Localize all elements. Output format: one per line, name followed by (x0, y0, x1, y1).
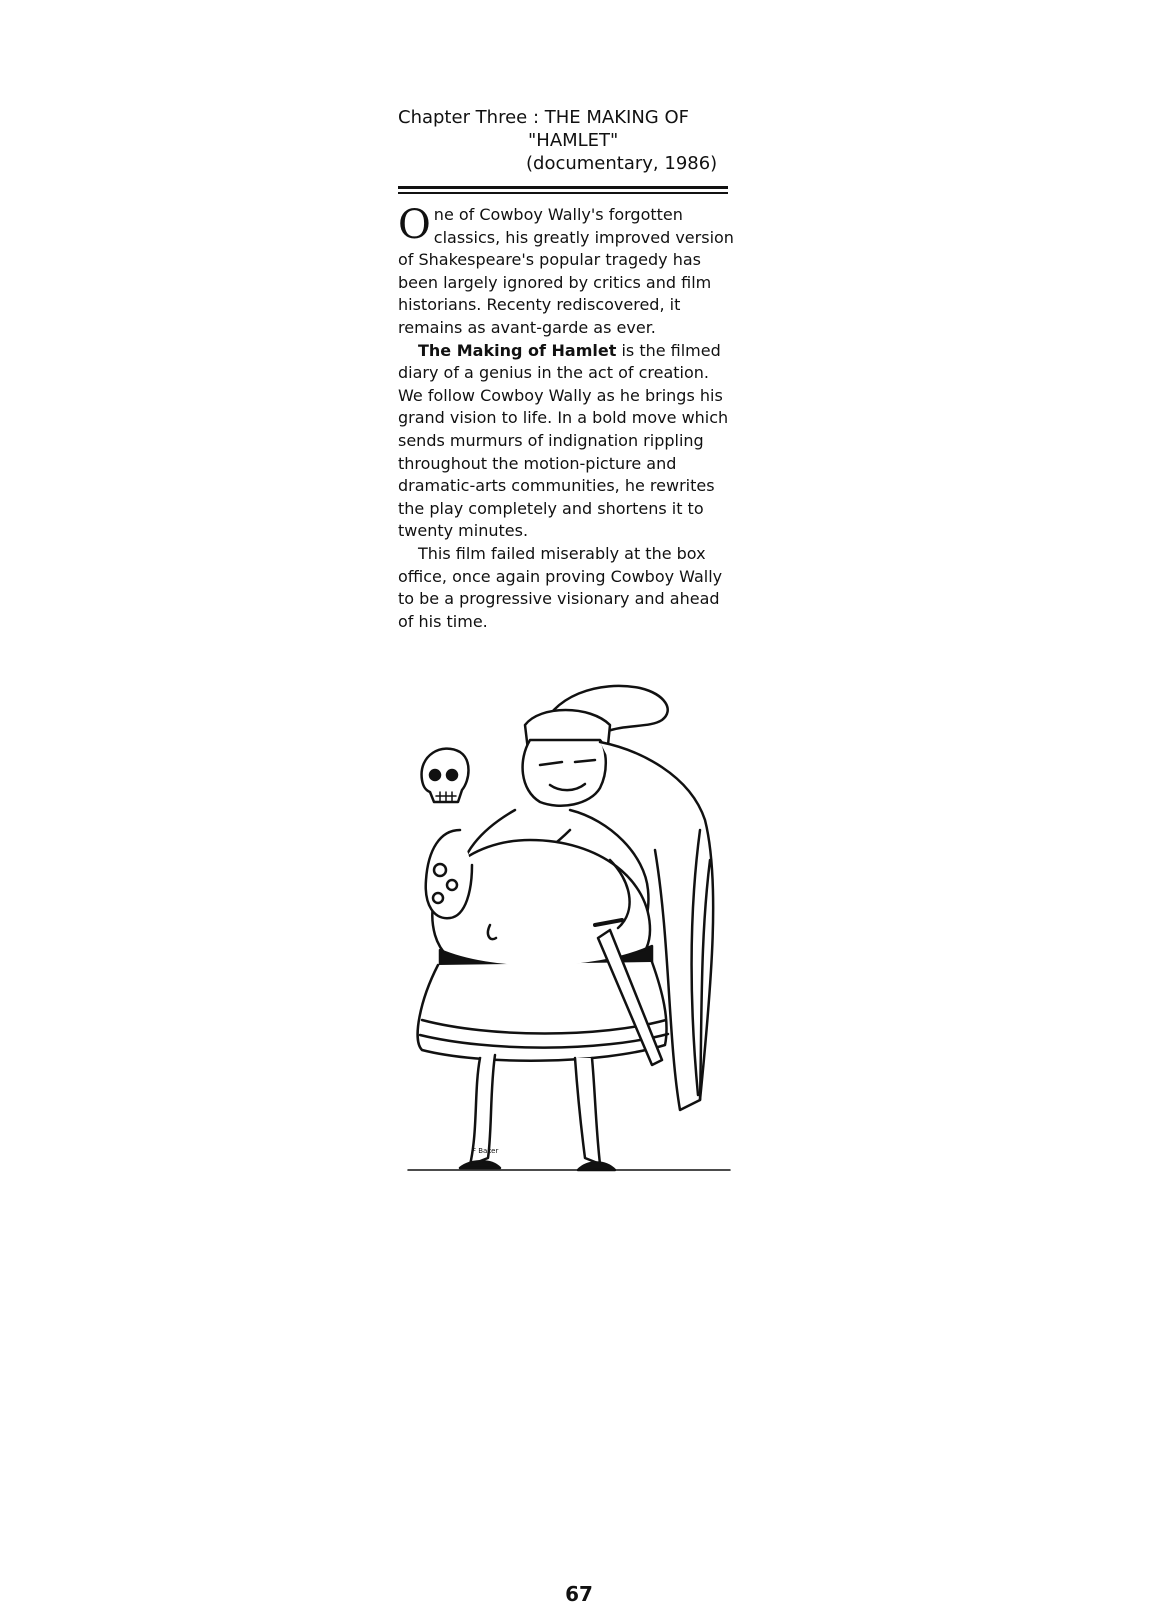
film-title: The Making of Hamlet (418, 340, 617, 360)
paragraph-conclusion: This film failed miserably at the box office, once again proving Cowboy Wally to be a progressive visionary and ahead of his time. (398, 543, 723, 631)
drop-cap: O (398, 202, 431, 248)
chapter-heading (398, 106, 738, 175)
article-body (398, 204, 736, 633)
paragraph-intro (398, 204, 736, 340)
divider-thick (398, 186, 728, 189)
chapter-title-line: Chapter Three : THE MAKING OF (398, 107, 689, 128)
paragraph-intro-text: ne of Cowboy Wally's forgotten classics, his greatly improved version of Shakespeare's popular tragedy has been largely ignored by critics and film historians. Recenty rediscovered, it remains as avant-garde as ever. (398, 205, 734, 337)
paragraph-description (398, 340, 736, 543)
hamlet-illustration (400, 680, 740, 1180)
chapter-title-hamlet: "HAMLET" (528, 130, 619, 151)
artist-signature: F Baker (472, 1147, 499, 1155)
paragraph-description-text: is the filmed diary of a genius in the act of creation. We follow Cowboy Wally as he brings his grand vision to life. In a bold move which sends murmurs of indignation rippling throughout the motion-picture and dramatic-arts communities, he rewrites the play completely and shortens it to twenty minutes. (398, 340, 729, 541)
divider-thin (398, 192, 728, 194)
chapter-subtitle: (documentary, 1986) (526, 153, 718, 174)
page-number: 67 (565, 1582, 593, 1606)
